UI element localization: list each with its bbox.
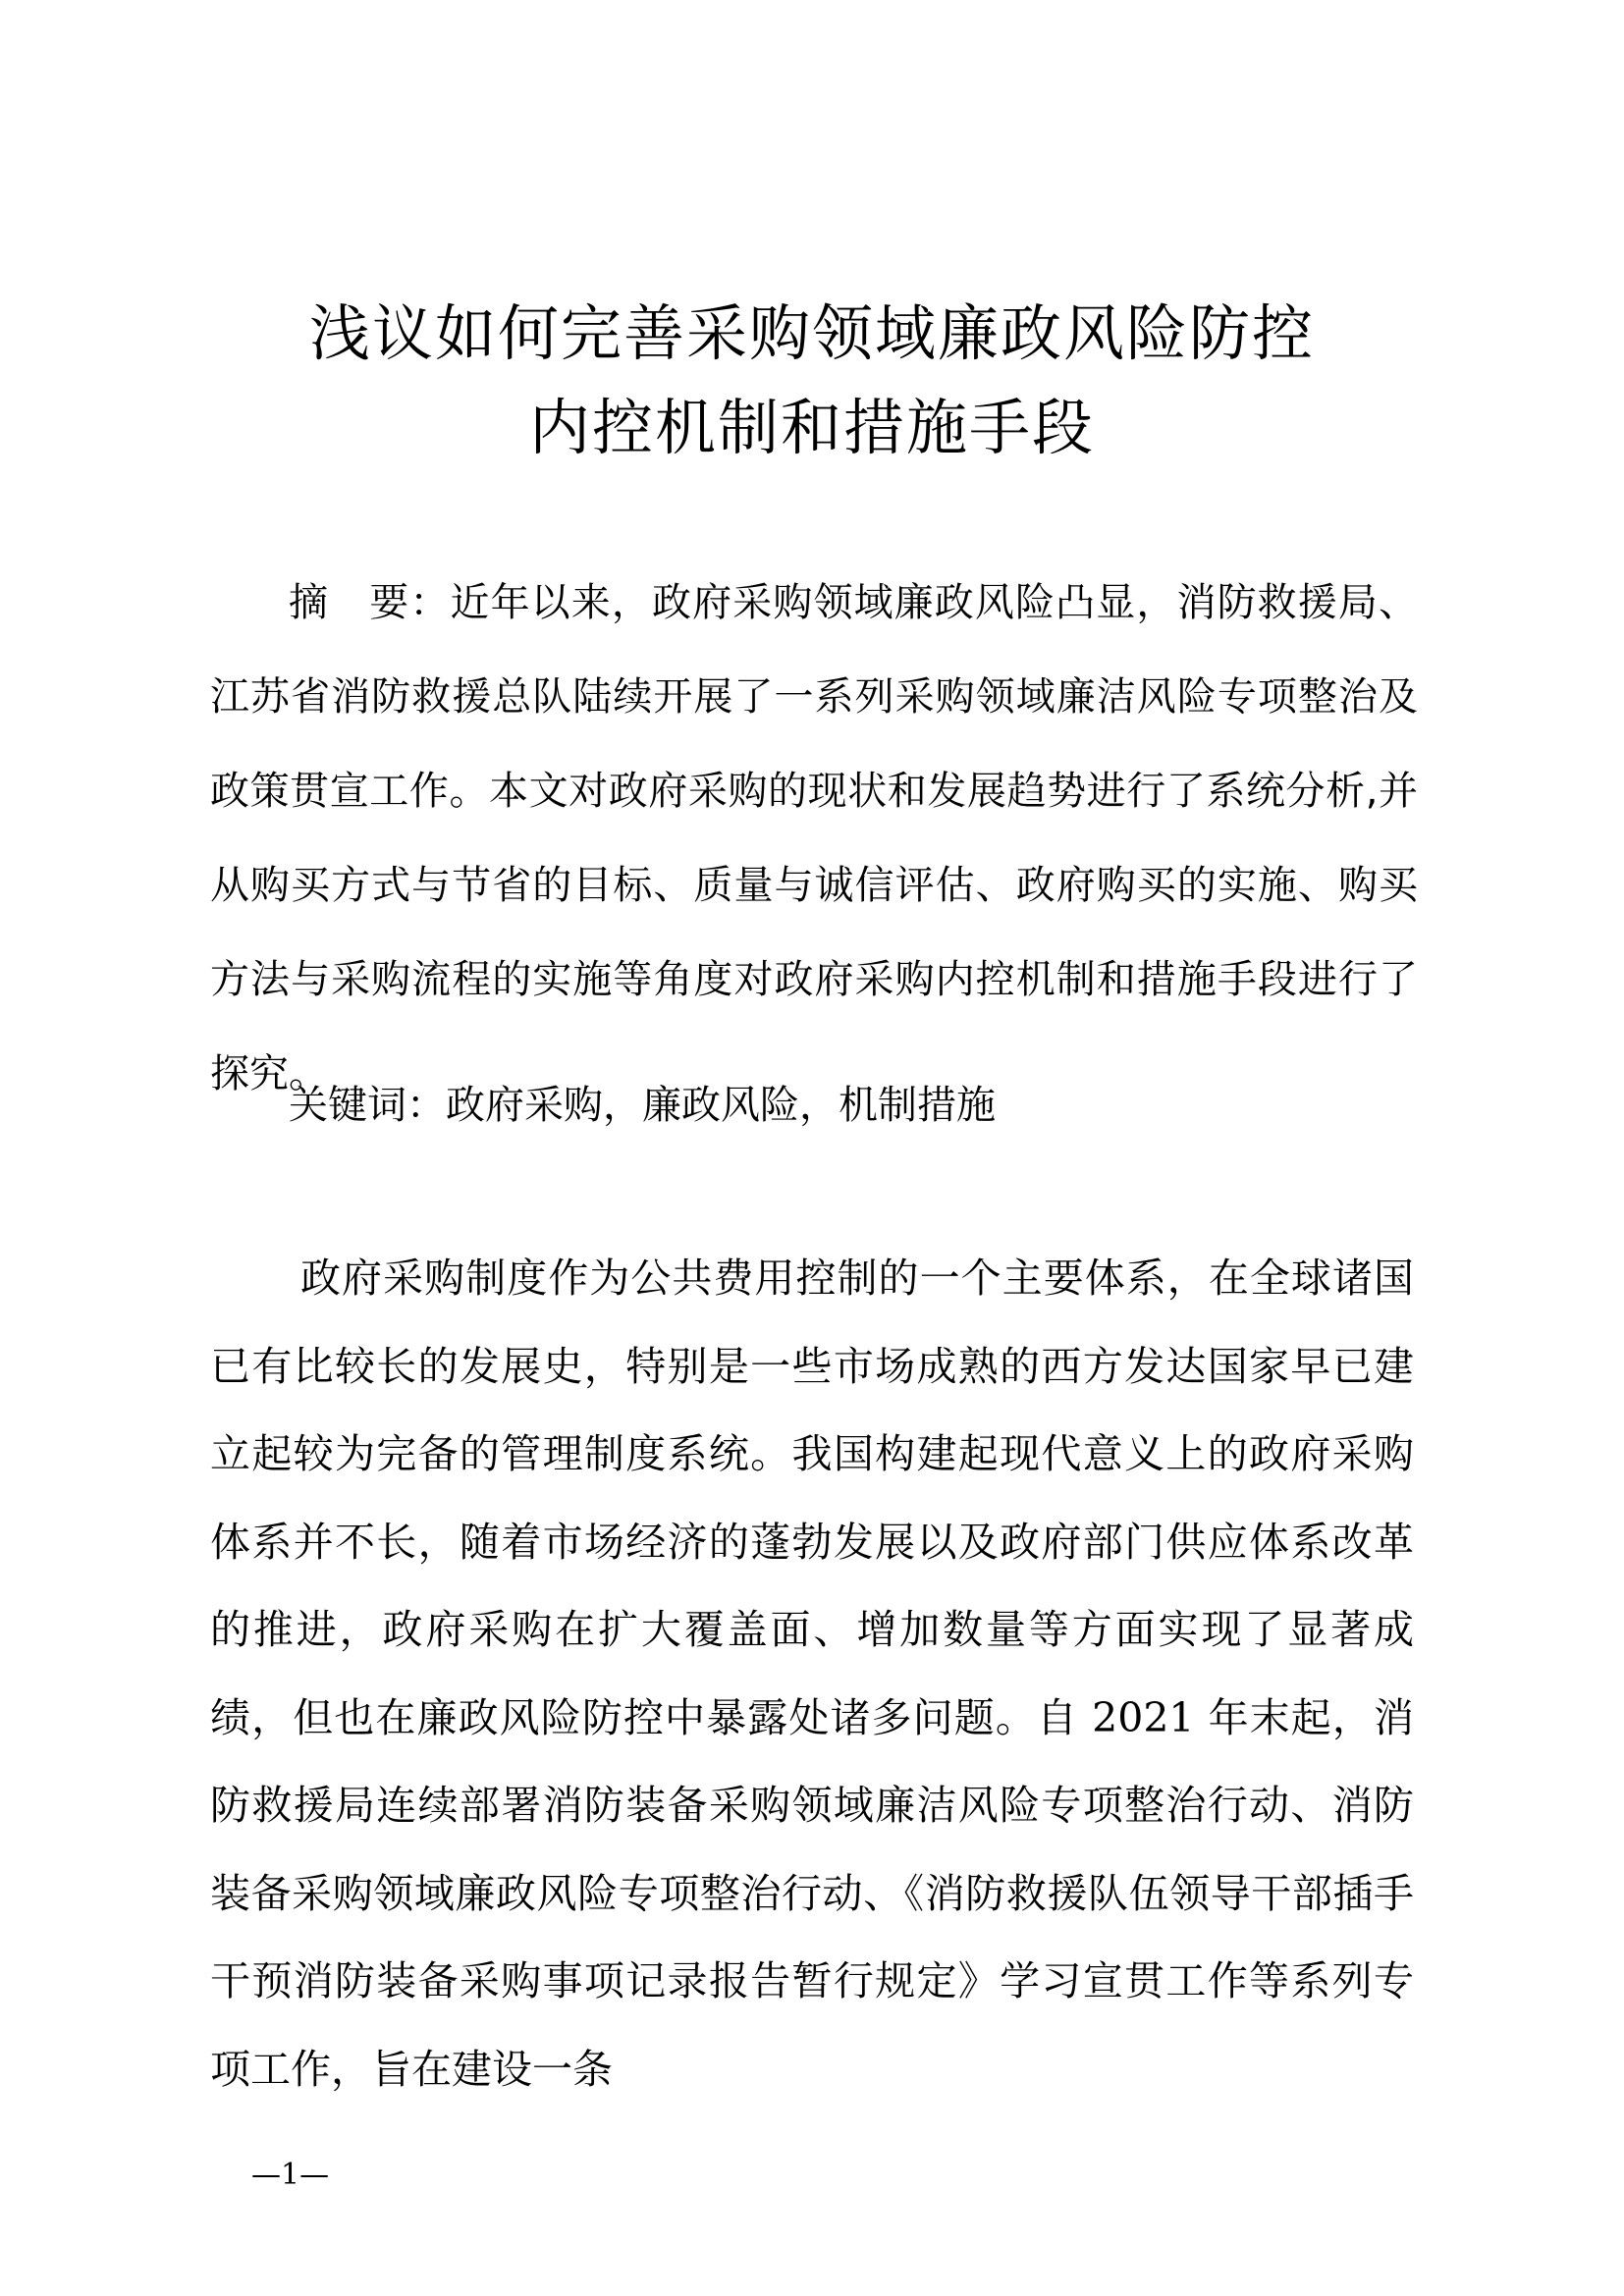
page-number: —1— [251,2158,330,2192]
keywords-label: 关键词： [289,1083,446,1128]
abstract-text: 近年以来，政府采购领域廉政风险凸显，消防救援局、江苏省消防救援总队陆续开展了一系列采购领域廉洁风险专项整治及政策贯宣工作。本文对政府采购的现状和发展趋势进行了系统分析,并从购买方式与节省的目标、质量与诚信评估、政府购买的实施、购买方法与采购流程的实施等角度对政府采购内控机制和措施手段进行了探究。 [210,580,1419,1096]
keywords-text: 政府采购，廉政风险，机制措施 [446,1083,996,1128]
title-line-1: 浅议如何完善采购领域廉政风险防控 [308,297,1315,369]
abstract-label: 摘 要： [289,580,451,625]
body-paragraph: 政府采购制度作为公共费用控制的一个主要体系，在全球诸国已有比较长的发展史，特别是一些市场成熟的西方发达国家早已建立起较为完备的管理制度系统。我国构建起现代意义上的政府采购体系并不长，随着市场经济的蓬勃发展以及政府部门供应体系改革的推进，政府采购在扩大覆盖面、增加数量等方面实现了显著成绩，但也在廉政风险防控中暴露处诸多问题。自 2021 年末起，消防救援局连续部署消防装备采购领域廉洁风险专项整治行动、消防装备采购领域廉政风险专项整治行动、《消防救援队伍领导干部插手干预消防装备采购事项记录报告暂行规定》学习宣贯工作等系列专项工作，旨在建设一条 [210,1255,1414,2093]
keywords-line [289,1068,996,1143]
abstract-paragraph [210,556,1418,1121]
document-title [0,287,1624,475]
title-line-2: 内控机制和措施手段 [528,392,1095,463]
